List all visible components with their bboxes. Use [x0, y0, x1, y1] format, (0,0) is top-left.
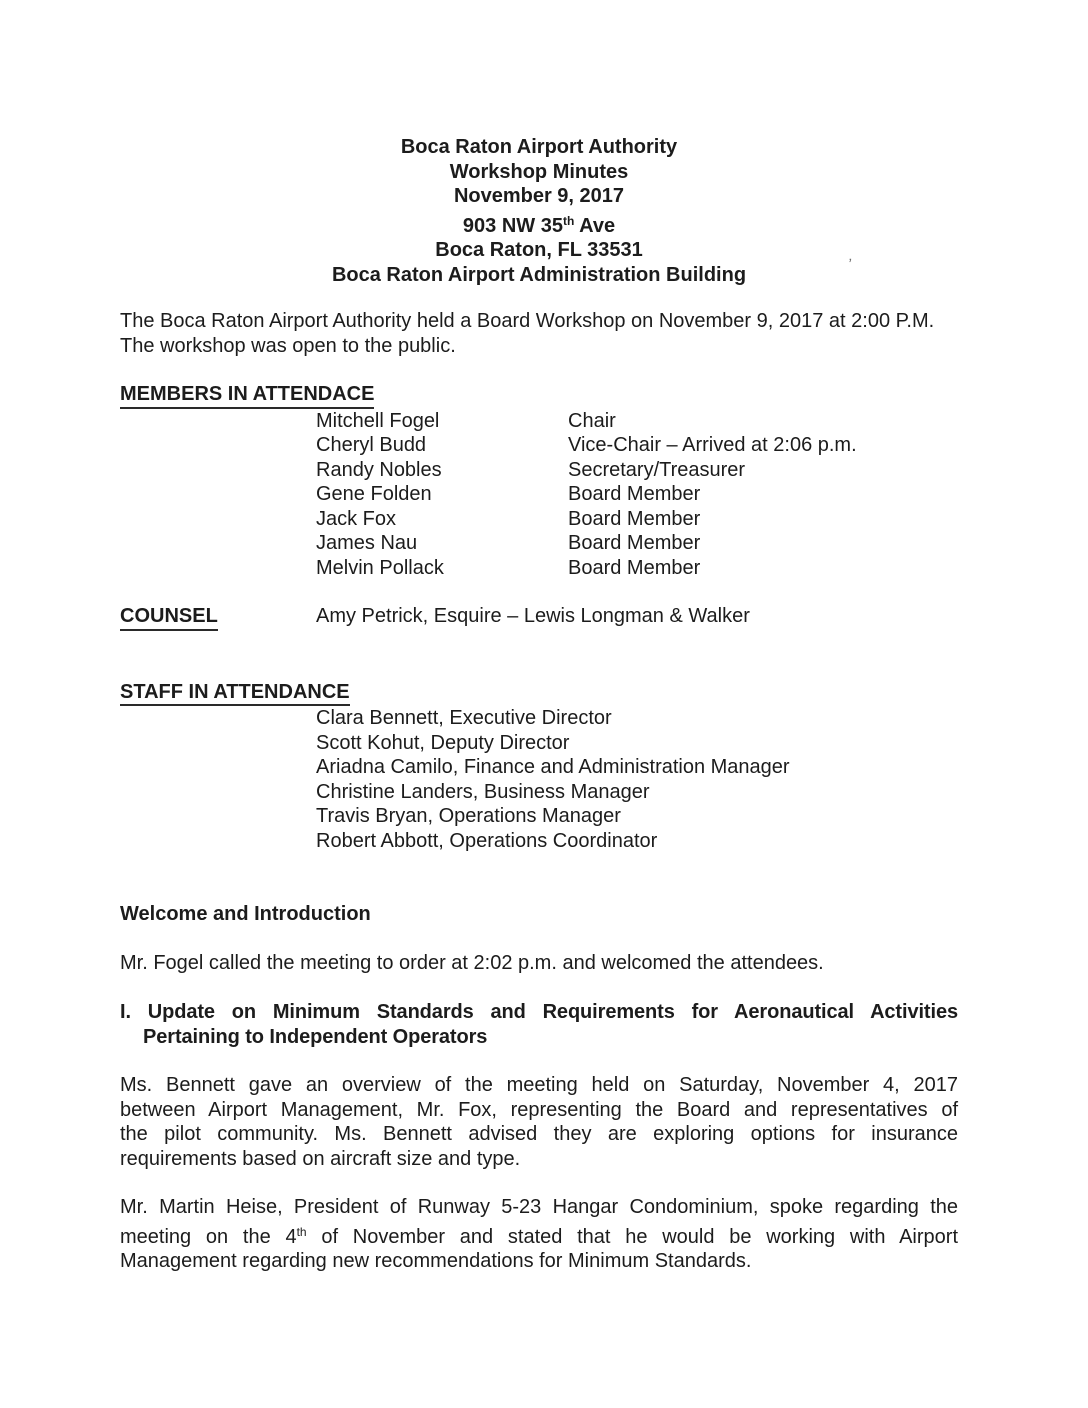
- staff-row: Robert Abbott, Operations Coordinator: [316, 829, 658, 852]
- members-list: [120, 409, 958, 581]
- member-role: Chair: [568, 409, 616, 432]
- welcome-heading: Welcome and Introduction: [120, 903, 371, 925]
- item1-heading: [120, 1000, 958, 1049]
- staff-list: [120, 706, 958, 853]
- title-doc-type: Workshop Minutes: [449, 160, 629, 183]
- scan-artifact-mark: ’: [846, 255, 853, 274]
- member-row: [120, 433, 958, 458]
- member-name: Gene Folden: [316, 483, 432, 505]
- staff-row: Clara Bennett, Executive Director: [316, 707, 612, 729]
- member-row: [120, 409, 958, 434]
- staff-row: Christine Landers, Business Manager: [316, 780, 650, 803]
- member-row: [120, 556, 958, 581]
- members-section-heading: MEMBERS IN ATTENDACE: [120, 382, 958, 409]
- member-role: Secretary/Treasurer: [568, 458, 746, 481]
- member-name: Melvin Pollack: [316, 556, 444, 579]
- member-row: [120, 458, 958, 483]
- title-org: Boca Raton Airport Authority: [400, 136, 678, 158]
- counsel-section: [120, 604, 958, 631]
- counsel-value: Amy Petrick, Esquire – Lewis Longman & Walker: [316, 605, 750, 627]
- member-role: Board Member: [568, 556, 701, 579]
- item1-heading-line2: Pertaining to Independent Operators: [143, 1025, 488, 1048]
- title-address: 903 NW 35th Ave: [462, 213, 616, 237]
- intro-paragraph: The Boca Raton Airport Authority held a Board Workshop on November 9, 2017 at 2:00 P.M. The workshop was open to the public.: [120, 310, 935, 357]
- ordinal-superscript: th: [562, 213, 575, 228]
- document-title-block: [120, 135, 958, 287]
- staff-row: Scott Kohut, Deputy Director: [316, 731, 570, 754]
- item1-paragraph2: Mr. Martin Heise, President of Runway 5-23 Hangar Condominium, spoke regarding the meeting on the 4th of November and stated that he would be working with Airport Management regarding new recommendations for Minimum Standards.: [120, 1196, 958, 1272]
- member-row: [120, 531, 958, 556]
- staff-section-heading: STAFF IN ATTENDANCE: [120, 680, 958, 707]
- staff-row: Travis Bryan, Operations Manager: [316, 805, 621, 827]
- title-date: November 9, 2017: [453, 185, 625, 207]
- member-role: Board Member: [568, 532, 701, 554]
- member-row: [120, 482, 958, 507]
- member-name: Jack Fox: [316, 507, 397, 530]
- member-row: [120, 507, 958, 532]
- document-body: [120, 135, 958, 1274]
- counsel-heading: COUNSEL: [120, 604, 316, 631]
- member-name: Randy Nobles: [316, 458, 442, 481]
- item1-paragraph2-line2: meeting on the 4th of November and stated that he would be working with Airport: [120, 1224, 958, 1248]
- title-building: Boca Raton Airport Administration Building: [331, 263, 747, 286]
- member-name: Mitchell Fogel: [316, 409, 440, 432]
- ordinal-superscript: th: [296, 1224, 307, 1239]
- title-city: Boca Raton, FL 33531: [435, 239, 643, 261]
- member-role: Board Member: [568, 507, 701, 530]
- member-name: James Nau: [316, 532, 418, 554]
- staff-row: Ariadna Camilo, Finance and Administration Manager: [316, 756, 790, 778]
- item1-paragraph1: Ms. Bennett gave an overview of the meeting held on Saturday, November 4, 2017 between Airport Management, Mr. Fox, representing the Board and representatives of the pilot community. Ms. Bennett advised they are exploring options for insurance requirements based on aircraft size and type.: [120, 1074, 958, 1170]
- member-name: Cheryl Budd: [316, 434, 427, 456]
- member-role: Board Member: [568, 483, 701, 505]
- welcome-paragraph: Mr. Fogel called the meeting to order at 2:02 p.m. and welcomed the attendees.: [120, 951, 824, 974]
- member-role: Vice-Chair – Arrived at 2:06 p.m.: [568, 434, 857, 456]
- item1-heading-line1: I. Update on Minimum Standards and Requirements for Aeronautical Activities: [120, 1001, 958, 1023]
